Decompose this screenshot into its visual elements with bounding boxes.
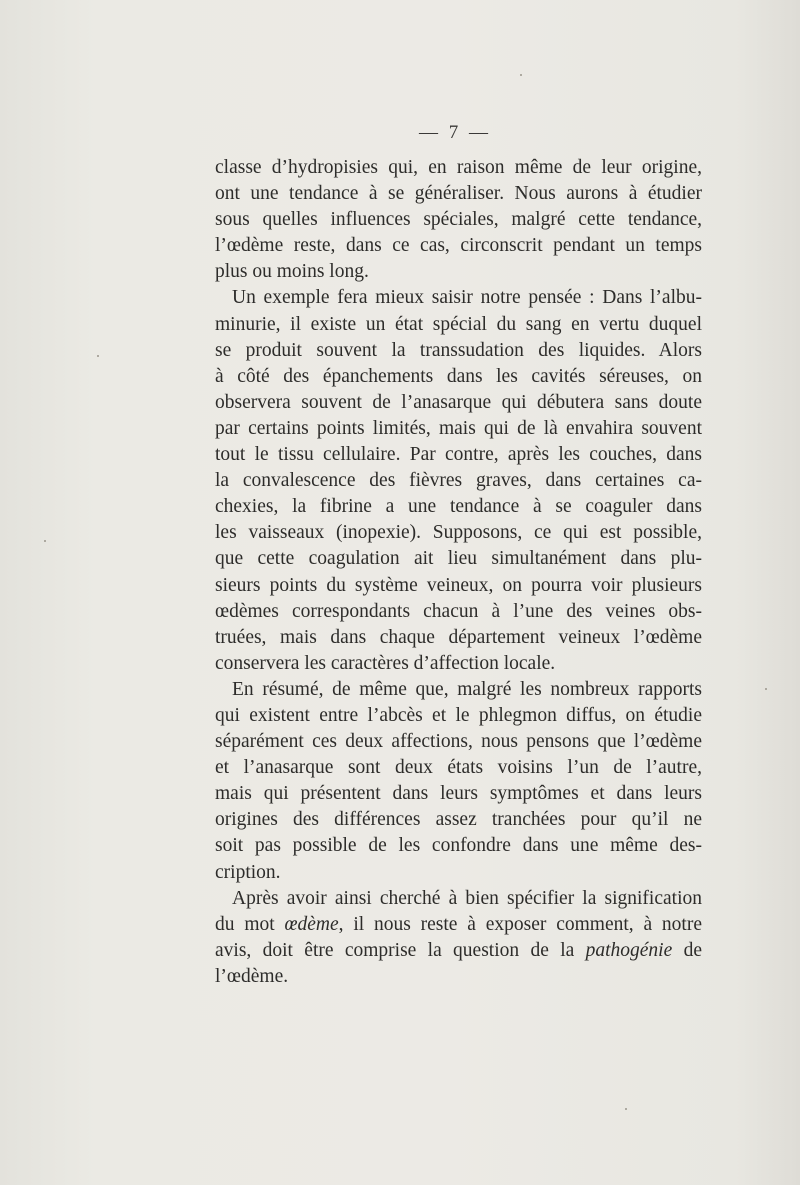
text-fragment: avis, doit être comprise la question de la [215, 939, 586, 961]
text-line: plus ou moins long. [215, 261, 369, 283]
paragraph-2 [215, 285, 702, 676]
text-line: Après avoir ainsi cherché à bien spécifier la signification [232, 887, 702, 909]
page-number: — 7 — [419, 122, 491, 143]
text-line [215, 938, 702, 964]
paragraph-3 [215, 677, 702, 886]
text-line: conservera les caractères d’affection locale. [215, 652, 556, 674]
paper-speck [44, 540, 46, 542]
text-fragment: de [672, 939, 703, 961]
text-line: cription. [215, 861, 281, 883]
paragraph-1 [215, 155, 702, 285]
text-line: observera souvent de l’anasarque qui débutera sans doute [215, 391, 702, 413]
text-fragment: , il nous reste à exposer comment, à notre [338, 913, 702, 935]
text-line: œdèmes correspondants chacun à l’une des veines obs- [215, 600, 702, 622]
text-line: que cette coagulation ait lieu simultanément dans plu- [215, 548, 702, 570]
text-line: truées, mais dans chaque département veineux l’œdème [215, 626, 702, 648]
text-line: et l’anasarque sont deux états voisins l’un de l’autre, [215, 757, 702, 779]
text-line: soit pas possible de les confondre dans une même des- [215, 835, 702, 857]
paper-speck [520, 74, 522, 76]
text-line: sieurs points du système veineux, on pourra voir plusieurs [215, 574, 702, 596]
body-text [215, 155, 702, 990]
text-line: minurie, il existe un état spécial du sang en vertu duquel [215, 313, 702, 335]
paper-speck [765, 688, 767, 690]
text-line: qui existent entre l’abcès et le phlegmon diffus, on étudie [215, 704, 702, 726]
text-line: mais qui présentent dans leurs symptômes et dans leurs [215, 783, 702, 805]
text-line: l’œdème. [215, 965, 289, 987]
paper-speck [97, 355, 99, 357]
text-line: la convalescence des fièvres graves, dans certaines ca- [215, 470, 702, 492]
text-line: à côté des épanchements dans les cavités séreuses, on [215, 365, 702, 387]
paragraph-4 [215, 886, 702, 990]
text-line: tout le tissu cellulaire. Par contre, après les couches, dans [215, 444, 702, 466]
text-line: chexies, la fibrine a une tendance à se coaguler dans [215, 496, 702, 518]
text-line: se produit souvent la transsudation des liquides. Alors [215, 339, 702, 361]
italic-term: pathogénie [585, 939, 673, 961]
paper-speck [625, 1108, 627, 1110]
text-line: par certains points limités, mais qui de là envahira souvent [215, 417, 702, 439]
text-line: sous quelles influences spéciales, malgré cette tendance, [215, 209, 702, 231]
text-line: ont une tendance à se généraliser. Nous aurons à étudier [215, 183, 702, 205]
text-line: origines des différences assez tranchées pour qu’il ne [215, 809, 702, 831]
italic-term: œdème [284, 913, 339, 935]
text-line: Un exemple fera mieux saisir notre pensée : Dans l’albu- [232, 287, 702, 309]
text-line: séparément ces deux affections, nous pensons que l’œdème [215, 731, 702, 753]
text-line [215, 912, 702, 938]
text-line: l’œdème reste, dans ce cas, circonscrit pendant un temps [215, 235, 702, 257]
text-line: les vaisseaux (inopexie). Supposons, ce qui est possible, [215, 522, 702, 544]
text-fragment: du mot [215, 913, 285, 935]
text-line: classe d’hydropisies qui, en raison même de leur origine, [215, 157, 702, 178]
text-line: En résumé, de même que, malgré les nombreux rapports [232, 678, 702, 700]
